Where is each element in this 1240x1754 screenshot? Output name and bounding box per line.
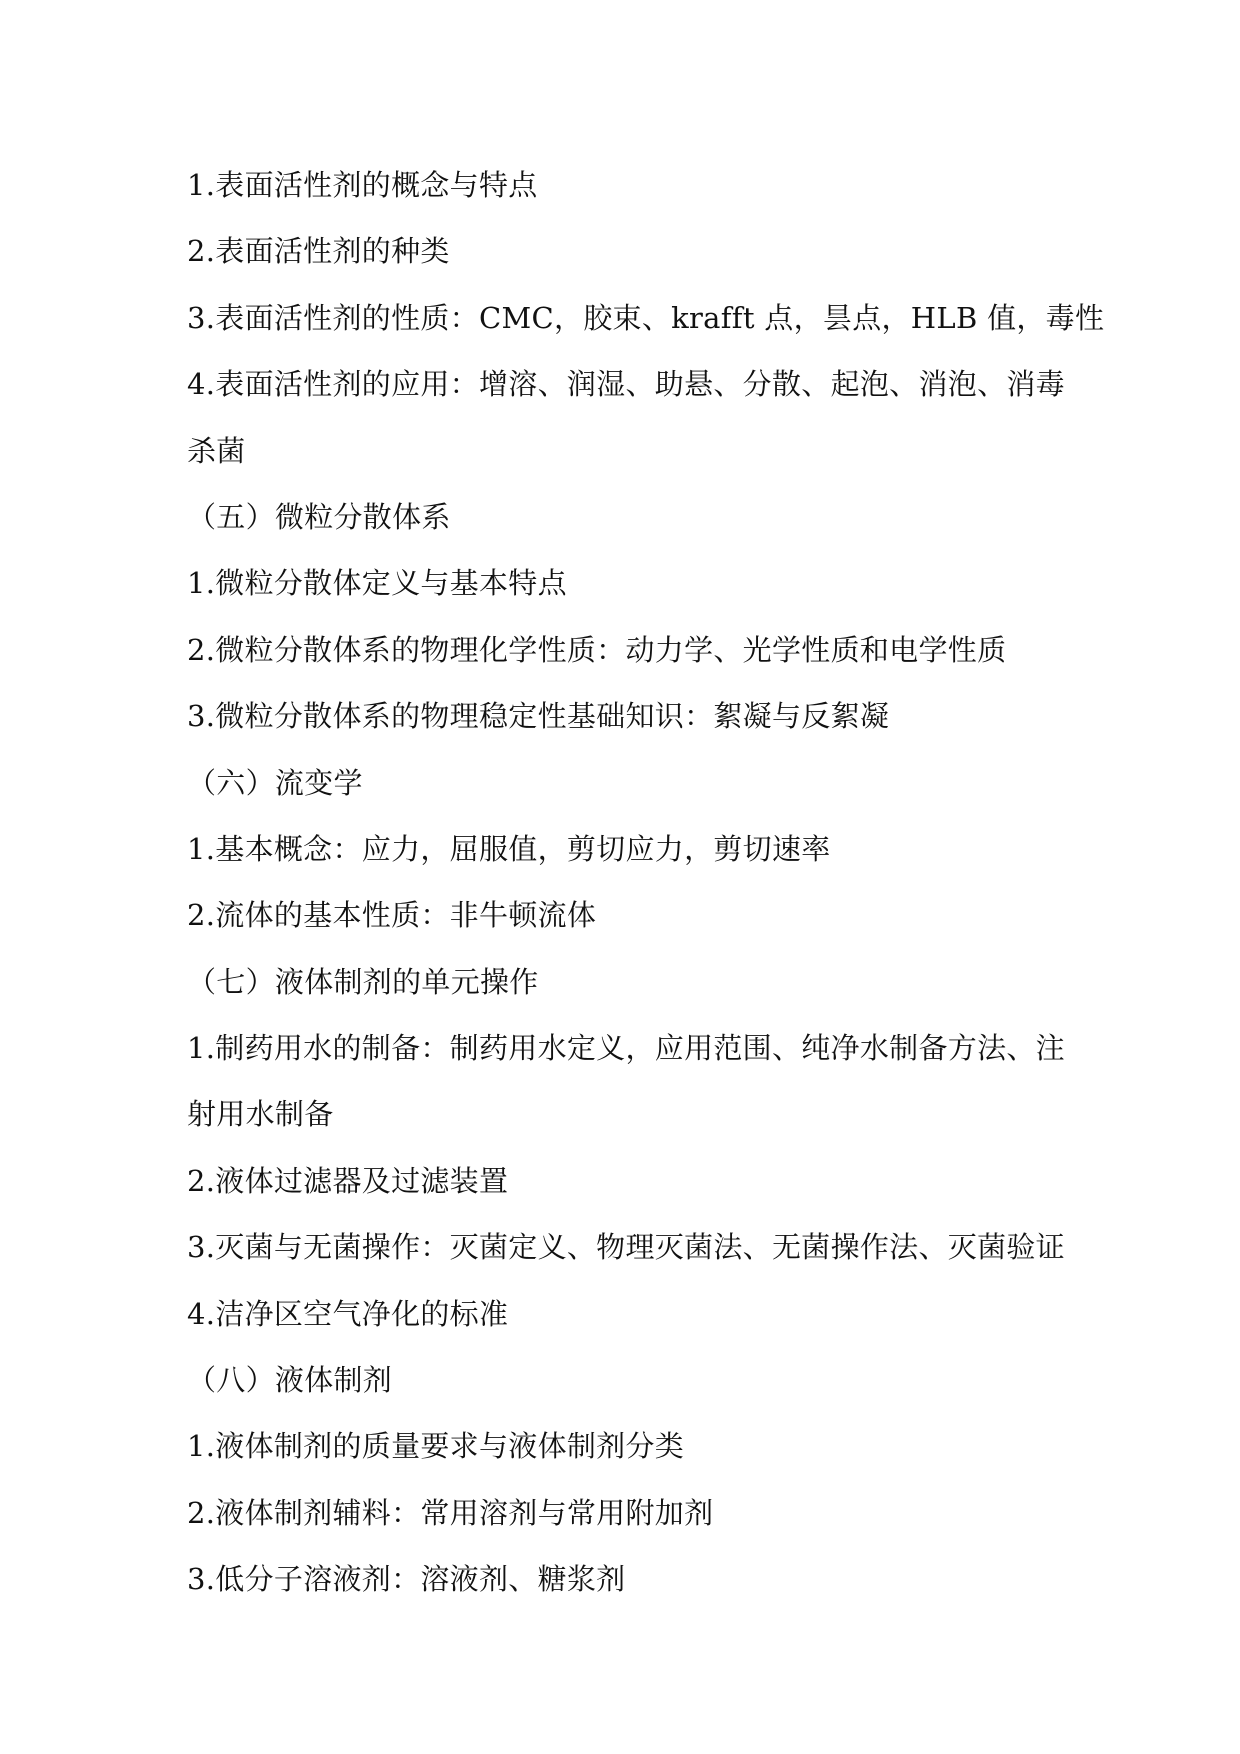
text-line: 1.表面活性剂的概念与特点 (187, 168, 538, 202)
text-line: 3.微粒分散体系的物理稳定性基础知识：絮凝与反絮凝 (187, 699, 890, 734)
text-line: 3.低分子溶液剂：溶液剂、糖浆剂 (187, 1562, 626, 1597)
text-line: 2.表面活性剂的种类 (187, 234, 450, 269)
text-line: 1.液体制剂的质量要求与液体制剂分类 (187, 1429, 685, 1464)
text-line: 射用水制备 (187, 1097, 334, 1132)
text-line: 4.表面活性剂的应用：增溶、润湿、助悬、分散、起泡、消泡、消毒 (187, 367, 1065, 402)
text-line: 3.表面活性剂的性质：CMC，胶束、krafft 点，昙点，HLB 值，毒性 (187, 300, 1105, 335)
text-line: 2.微粒分散体系的物理化学性质：动力学、光学性质和电学性质 (187, 632, 1007, 667)
text-line: 1.基本概念：应力，屈服值，剪切应力，剪切速率 (187, 831, 831, 866)
section-heading: （六）流变学 (187, 765, 363, 800)
document-body (187, 152, 1105, 1613)
text-line: 2.流体的基本性质：非牛顿流体 (187, 898, 597, 933)
text-line: 1.微粒分散体定义与基本特点 (187, 566, 567, 601)
section-heading: （八）液体制剂 (187, 1363, 393, 1398)
section-heading: （五）微粒分散体系 (187, 499, 451, 534)
text-line: 3.灭菌与无菌操作：灭菌定义、物理灭菌法、无菌操作法、灭菌验证 (187, 1230, 1065, 1265)
text-line: 4.洁净区空气净化的标准 (187, 1296, 509, 1331)
section-heading: （七）液体制剂的单元操作 (187, 964, 539, 999)
text-line: 2.液体制剂辅料：常用溶剂与常用附加剂 (187, 1495, 714, 1530)
text-line: 1.制药用水的制备：制药用水定义，应用范围、纯净水制备方法、注 (187, 1031, 1065, 1066)
text-line: 2.液体过滤器及过滤装置 (187, 1163, 509, 1198)
text-line: 杀菌 (187, 433, 246, 468)
